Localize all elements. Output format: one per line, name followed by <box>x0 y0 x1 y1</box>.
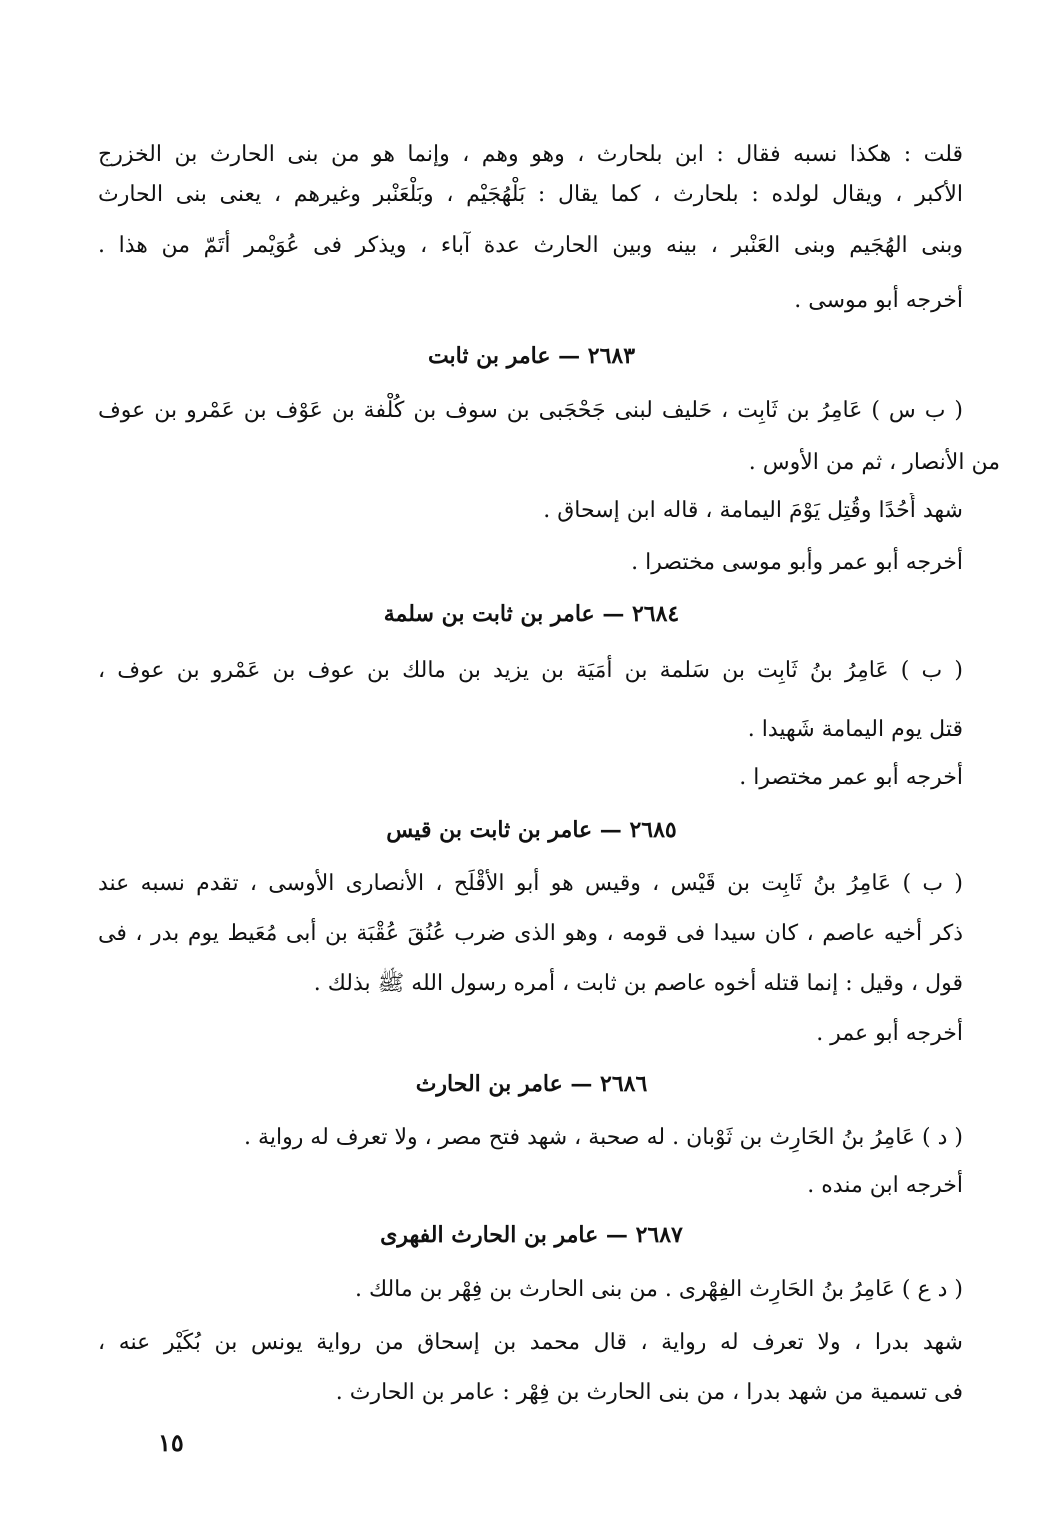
entry-heading: ٢٦٨٤ — عامر بن ثابت بن سلمة <box>383 601 680 627</box>
paragraph-line: شهد أُحُدًا وقُتِل يَوْمَ اليمامة ، قاله ابن إسحاق . <box>543 498 963 523</box>
paragraph-line: قتل يوم اليمامة شَهيدا . <box>747 717 963 742</box>
entry-heading: ٢٦٨٣ — عامر بن ثابت <box>427 343 636 369</box>
paragraph-line: أخرجه ابن منده . <box>807 1173 963 1198</box>
paragraph-line: ( ب ) عَامِرُ بنُ ثَابِت بن قَيْس ، وقيس هو أبو الأقْلَح ، الأنصارى الأوسى ، تقدم نسبه عند <box>98 871 963 896</box>
paragraph-line: أخرجه أبو عمر . <box>816 1021 963 1046</box>
entry-heading: ٢٦٨٧ — عامر بن الحارث الفهرى <box>380 1222 683 1248</box>
paragraph-line: ( د ع ) عَامِرُ بنُ الحَارِث الفِهْرى . من بنى الحارث بن فِهْر بن مالك . <box>354 1277 963 1302</box>
paragraph-line: ذكر أخيه عاصم ، كان سيدا فى قومه ، وهو الذى ضرب عُنُقَ عُقْبَة بن أبى مُعَيط يوم بدر ، فى <box>98 921 963 946</box>
paragraph-line: ( ب س ) عَامِرُ بن ثَابِت ، حَليف لبنى جَحْجَبى بن سوف بن كُلْفة بن عَوْف بن عَمْرو بن عوف <box>98 398 963 423</box>
paragraph-line: أخرجه أبو عمر وأبو موسى مختصرا . <box>631 550 963 575</box>
paragraph-line: وبنى الهُجَيم وبنى العَنْبر ، بينه وبين الحارث عدة آباء ، ويذكر فى عُوَيْمر أتَمّ من هذا . <box>98 233 963 258</box>
paragraph-line: من الأنصار ، ثم من الأوس . <box>748 450 1000 475</box>
entry-heading: ٢٦٨٦ — عامر بن الحارث <box>415 1071 648 1097</box>
page-number: ١٥ <box>158 1428 184 1457</box>
paragraph-line: شهد بدرا ، ولا تعرف له رواية ، قال محمد بن إسحاق من رواية يونس بن بُكَيْر عنه ، <box>98 1330 963 1355</box>
paragraph-line: أخرجه أبو عمر مختصرا . <box>739 765 963 790</box>
paragraph-line: قلت : هكذا نسبه فقال : ابن بلحارث ، وهو وهم ، وإنما هو من بنى الحارث بن الخزرج <box>98 142 963 167</box>
paragraph-line: ( د ) عَامِرُ بنُ الحَارِث بن ثَوْبان . له صحبة ، شهد فتح مصر ، ولا تعرف له رواية . <box>244 1125 963 1150</box>
paragraph-line: الأكبر ، ويقال لولده : بلحارث ، كما يقال : بَلْهُجَيْم ، وبَلْعَنْبر وغيرهم ، يعنى بنى الحارث <box>98 182 963 207</box>
paragraph-line: قول ، وقيل : إنما قتله أخوه عاصم بن ثابت ، أمره رسول الله ﷺ بذلك . <box>313 971 963 996</box>
paragraph-line: فى تسمية من شهد بدرا ، من بنى الحارث بن فِهْر : عامر بن الحارث . <box>335 1380 963 1405</box>
paragraph-line: أخرجه أبو موسى . <box>794 288 963 313</box>
entry-heading: ٢٦٨٥ — عامر بن ثابت بن قيس <box>386 817 677 843</box>
paragraph-line: ( ب ) عَامِرُ بنُ ثَابِت بن سَلمة بن أمَيَة بن يزيد بن مالك بن عوف بن عَمْرو بن عوف ، <box>98 658 963 683</box>
